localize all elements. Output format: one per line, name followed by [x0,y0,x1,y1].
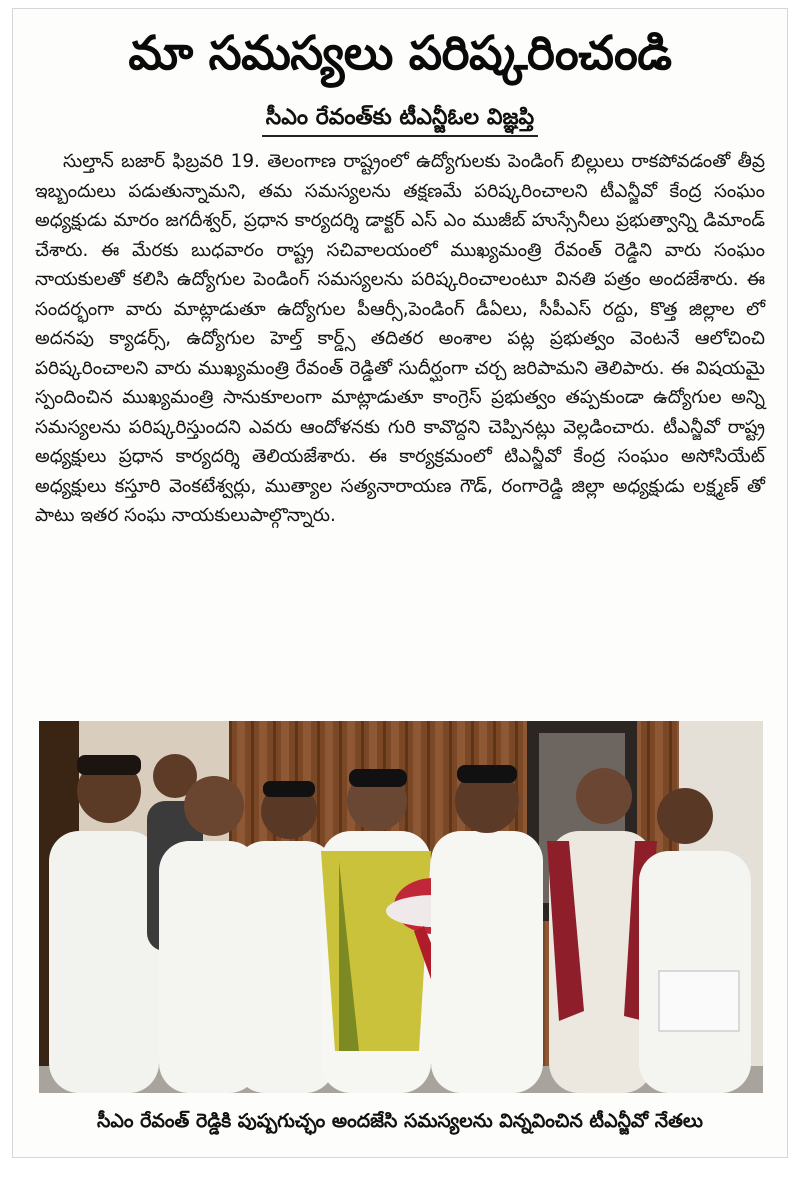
photo-caption: సీఎం రేవంత్ రెడ్డికి పుష్పగుచ్ఛం అందజేసి సమస్యలను విన్నవించిన టీఎన్జీవో నేతలు [97,1110,703,1132]
photo-illustration [39,721,763,1093]
article-body: సుల్తాన్ బజార్ ఫిబ్రవరి 19. తెలంగాణ రాష్ట్రంలో ఉద్యోగులకు పెండింగ్ బిల్లులు రాకపోవడంతో తీవ్ర ఇబ్బందులు పడుతున్నామని, తమ సమస్యలను తక్షణమే పరిష్కరించాలని టీఎన్జీవో కేంద్ర సంఘం అధ్యక్షుడు మారం జగదీశ్వర్, ప్రధాన కార్యదర్శి డాక్టర్ ఎస్ ఎం ముజీబ్ హుస్సేనీలు ప్రభుత్వాన్ని డిమాండ్ చేశారు. ఈ మేరకు బుధవారం రాష్ట్ర సచివాలయంలో ముఖ్యమంత్రి రేవంత్ రెడ్డిని వారు సంఘం నాయకులతో కలిసి ఉద్యోగుల పెండింగ్ సమస్యలను పరిష్కరించాలంటూ వినతి పత్రం అందజేశారు. ఈ సందర్భంగా వారు మాట్లాడుతూ ఉద్యోగుల పీఆర్సీ,పెండింగ్ డీఏలు, సీపీఎస్ రద్దు, కొత్త జిల్లాల లో అదనపు క్యాడర్స్, ఉద్యోగుల హెల్త్ కార్డ్స్ తదితర అంశాల పట్ల ప్రభుత్వం వెంటనే ఆలోచించి పరిష్కరించాలని వారు ముఖ్యమంత్రి రేవంత్ రెడ్డితో సుదీర్ఘంగా చర్చ జరిపామని తెలిపారు. ఈ విషయమై స్పందించిన ముఖ్యమంత్రి సానుకూలంగా మాట్లాడుతూ కాంగ్రెస్ ప్రభుత్వం తప్పకుండా ఉద్యోగుల అన్ని సమస్యలను పరిష్కరిస్తుందని ఎవరు ఆందోళనకు గురి కావొద్దని చెప్పినట్లు వెల్లడించారు. టీఎన్జీవో రాష్ట్ర అధ్యక్షులు ప్రధాన కార్యదర్శి తెలియజేశారు. ఈ కార్యక్రమంలో టిఎన్జీవో కేంద్ర సంఘం అసోసియేట్ అధ్యక్షులు కస్తూరి వెంకటేశ్వర్లు, ముత్యాల సత్యనారాయణ గౌడ్, రంగారెడ్డి జిల్లా అధ్యక్షుడు లక్ష్మణ్ తో పాటు ఇతర సంఘ నాయకులుపాల్గొన్నారు. [35,151,765,526]
newspaper-clipping [12,8,788,1158]
news-photo [39,721,763,1093]
subheadline-wrap [13,101,787,137]
headline: మా సమస్యలు పరిష్కరించండి [128,26,672,81]
subheadline: సీఎం రేవంత్‌కు టీఎన్జీఓల విజ్ఞప్తి [262,101,538,137]
